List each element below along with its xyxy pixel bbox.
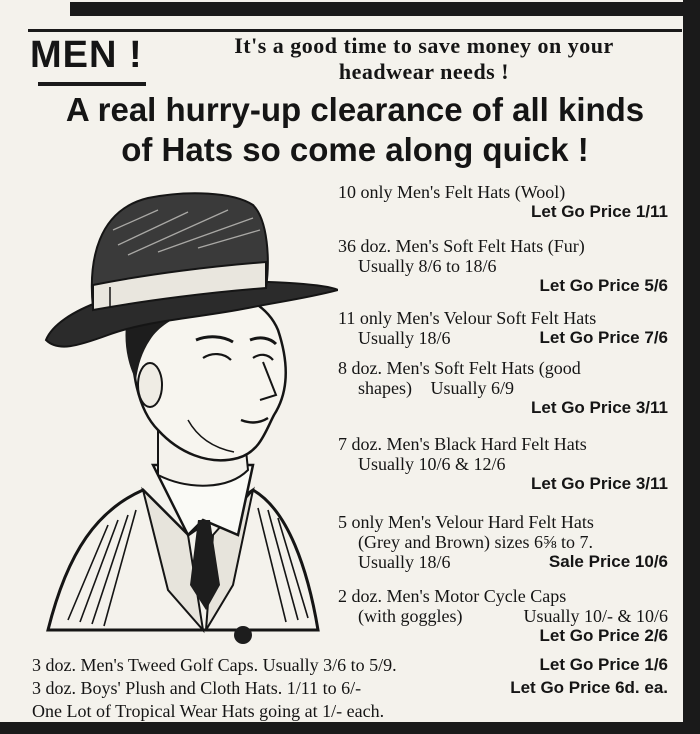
bottom-line-text: 3 doz. Men's Tweed Golf Caps. Usually 3/6 to 5/9. (32, 655, 397, 675)
item-description: 10 only Men's Felt Hats (Wool) (338, 182, 566, 202)
item-description-cont: (with goggles) (358, 606, 463, 626)
item-price: Let Go Price 3/11 (530, 398, 668, 417)
bottom-line (32, 654, 668, 676)
item-description: 7 doz. Men's Black Hard Felt Hats (338, 434, 587, 454)
scan-edge-right (683, 0, 700, 734)
item-price: Let Go Price 2/6 (539, 626, 668, 645)
men-heading: MEN ! (30, 34, 143, 76)
intro-text (168, 33, 680, 85)
item-description: 8 doz. Men's Soft Felt Hats (good (338, 358, 581, 378)
item-description: 11 only Men's Velour Soft Felt Hats (338, 308, 597, 328)
intro-line-2: headwear needs ! (338, 59, 510, 84)
scan-edge-top (70, 2, 686, 16)
item-price: Let Go Price 7/6 (539, 328, 668, 347)
item-price: Sale Price 10/6 (548, 552, 668, 571)
bottom-line (32, 700, 668, 722)
men-underline (38, 82, 146, 86)
list-item (338, 512, 668, 572)
item-description: 5 only Men's Velour Hard Felt Hats (338, 512, 594, 532)
list-item (338, 182, 668, 222)
list-item (338, 236, 668, 296)
headline-line-1: A real hurry-up clearance of all kinds (65, 91, 645, 128)
bottom-line (32, 677, 668, 699)
item-price: Let Go Price 1/11 (530, 202, 668, 221)
man-in-hat-illustration (38, 190, 338, 650)
item-description-cont: (Grey and Brown) sizes 6⅝ to 7. (358, 532, 593, 552)
list-item (338, 586, 668, 646)
bottom-line-price: Let Go Price 6d. ea. (510, 678, 668, 697)
bottom-line-text: 3 doz. Boys' Plush and Cloth Hats. 1/11 to 6/- (32, 678, 362, 698)
bottom-line-text: One Lot of Tropical Wear Hats going at 1/- each. (32, 701, 385, 721)
item-usual-price: Usually 10/6 & 12/6 (358, 454, 506, 474)
item-usual-price: Usually 8/6 to 18/6 (358, 256, 497, 276)
item-description: 2 doz. Men's Motor Cycle Caps (338, 586, 567, 606)
item-usual-price: Usually 6/9 (430, 378, 514, 398)
item-usual-price: Usually 18/6 (358, 328, 451, 348)
list-item (338, 434, 668, 494)
scan-edge-bottom (0, 722, 700, 734)
list-item (338, 358, 668, 418)
item-usual-price: Usually 10/- & 10/6 (523, 606, 668, 626)
item-usual-price: Usually 18/6 (358, 552, 451, 572)
list-item (338, 308, 668, 348)
headline (30, 90, 680, 170)
bottom-line-price: Let Go Price 1/6 (539, 655, 668, 674)
item-description-cont: shapes) (358, 378, 412, 398)
headline-line-2: of Hats so come along quick ! (121, 131, 589, 168)
intro-line-1: It's a good time to save money on your (234, 33, 614, 58)
item-price: Let Go Price 5/6 (539, 276, 668, 295)
item-price: Let Go Price 3/11 (530, 474, 668, 493)
item-description: 36 doz. Men's Soft Felt Hats (Fur) (338, 236, 585, 256)
top-rule (28, 29, 682, 32)
